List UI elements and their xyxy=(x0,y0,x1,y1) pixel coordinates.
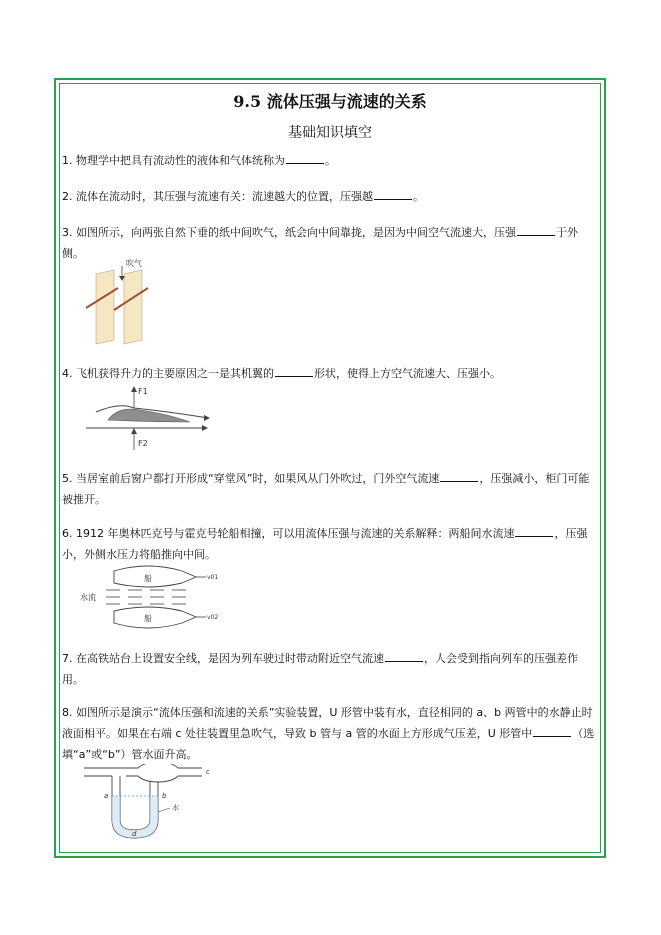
worksheet-frame xyxy=(54,78,606,858)
water-flow-label: 水流 xyxy=(80,593,96,602)
force-arrow-bottom-head xyxy=(131,428,137,434)
question-text: 4. 飞机获得升力的主要原因之一是其机翼的 xyxy=(62,367,274,380)
ship-bottom xyxy=(114,607,196,628)
ship-top xyxy=(114,566,196,587)
question-text: 1. 物理学中把具有流动性的液体和气体统称为 xyxy=(62,154,285,167)
answer-blank[interactable] xyxy=(385,649,423,662)
paper-sheet-right xyxy=(124,270,142,344)
answer-blank[interactable] xyxy=(517,223,555,236)
water-flow-arrows xyxy=(106,590,186,604)
airfoil-figure xyxy=(78,382,218,454)
question-text: 形状，使得上方空气流速大、压强小。 xyxy=(314,367,501,380)
question-text: （选填“a”或“b”）管水面升高。 xyxy=(62,727,595,761)
ship-bottom-label: 船 xyxy=(144,614,152,623)
page-title: 9.5 流体压强与流速的关系 xyxy=(233,92,427,111)
label-b: b xyxy=(162,792,167,800)
air-pipe-top-edge xyxy=(84,764,202,768)
question-text: 。 xyxy=(413,190,424,203)
question-text: 。 xyxy=(325,154,336,167)
question-text: 5. 当居室前后窗户都打开形成“穿堂风”时，如果风从门外吹过，门外空气流速 xyxy=(62,472,440,485)
label-a: a xyxy=(104,792,109,800)
water-label: 水 xyxy=(172,804,179,812)
force-label-top: F1 xyxy=(138,387,148,396)
wing-shape xyxy=(108,409,190,422)
question-text: 2. 流体在流动时，其压强与流速有关：流速越大的位置，压强越 xyxy=(62,190,373,203)
paper-sheet-left xyxy=(96,270,114,344)
question-8 xyxy=(62,702,598,765)
velocity-label-top: v01 xyxy=(207,574,218,581)
answer-blank[interactable] xyxy=(533,724,571,737)
question-6 xyxy=(62,523,598,565)
question-text: 于外侧。 xyxy=(62,226,578,260)
answer-blank[interactable] xyxy=(374,187,412,200)
u-tube-apparatus-figure xyxy=(78,764,218,844)
question-text: ，压强小，外侧水压力将船推向中间。 xyxy=(62,527,588,561)
airflow-arrow-bottom xyxy=(202,425,208,431)
blow-label: 吹气 xyxy=(126,259,142,268)
question-7 xyxy=(62,648,598,690)
force-arrow-up-head xyxy=(131,386,137,392)
paper-blowing-figure xyxy=(78,256,168,346)
question-text: 7. 在高铁站台上设置安全线，是因为列车驶过时带动附近空气流速 xyxy=(62,652,384,665)
question-text: 6. 1912 年奥林匹克号与霍克号轮船相撞，可以用流体压强与流速的关系解释：两船间水流速 xyxy=(62,527,515,540)
section-subtitle: 基础知识填空 xyxy=(288,125,372,141)
airflow-arrow-top xyxy=(204,415,210,421)
question-4 xyxy=(62,363,598,384)
question-5 xyxy=(62,468,598,510)
answer-blank[interactable] xyxy=(275,364,313,377)
question-text: ，人会受到指向列车的压强差作用。 xyxy=(62,652,578,686)
velocity-label-bottom: v02 xyxy=(207,614,218,621)
question-1 xyxy=(62,150,598,171)
question-text: ，压强减小，柜门可能被推开。 xyxy=(62,472,590,506)
ship-top-label: 船 xyxy=(144,574,152,583)
air-pipe-bottom-edge xyxy=(84,776,202,782)
label-c: c xyxy=(206,768,210,776)
two-ships-figure xyxy=(78,563,218,633)
question-2 xyxy=(62,186,598,207)
water-pointer-line xyxy=(158,808,170,812)
force-label-bottom: F2 xyxy=(138,439,148,448)
label-d: d xyxy=(132,830,137,838)
question-text: 3. 如图所示，向两张自然下垂的纸中间吹气，纸会向中间靠拢，是因为中间空气流速大，压强 xyxy=(62,226,516,239)
answer-blank[interactable] xyxy=(440,469,478,482)
answer-blank[interactable] xyxy=(286,151,324,164)
question-text: 8. 如图所示是演示“流体压强和流速的关系”实验装置，U 形管中装有水，直径相同的 a、b 两管中的水静止时液面相平。如果在右端 c 处往装置里急吹气，导致 b 管与 a 管的水面上方形成气压差，U 形管中 xyxy=(62,706,593,740)
answer-blank[interactable] xyxy=(515,524,553,537)
u-tube-inner xyxy=(120,776,150,830)
